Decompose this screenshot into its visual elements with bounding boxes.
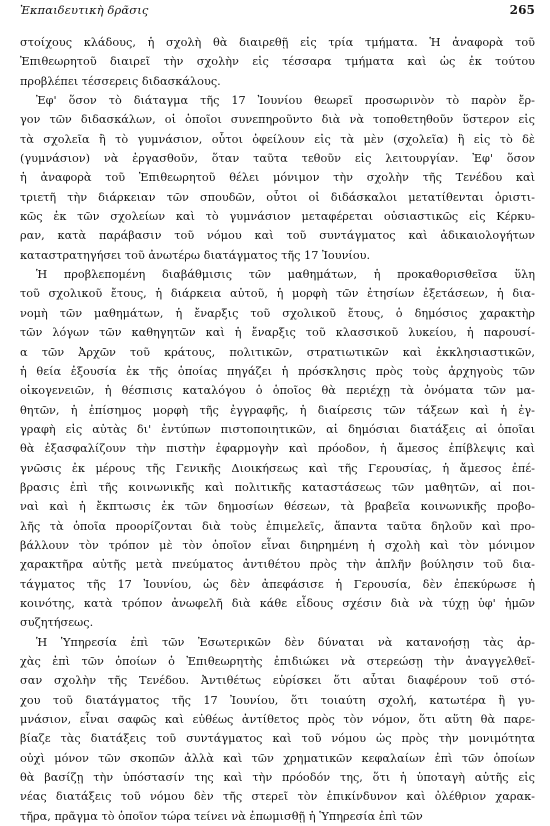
- text-line: (γυμνάσιον) νὰ ἐργασθοῦν, ὅταν ταῦτα τεθοῦν εἰς λειτουργίαν. Ἐφ' ὅσον: [20, 152, 535, 166]
- text-line: τοῦ σχολικοῦ ἔτους, ἡ διάρκεια αὐτοῦ, ἡ μορφὴ τῶν ἐτησίων ἐξετάσεων, ἡ δια-: [20, 287, 535, 301]
- paragraph: [20, 91, 535, 265]
- text-line: χου τοῦ διατάγματος τῆς 17 Ἰουνίου, ὅτι τοιαύτη σχολή, κατωτέρα ἢ γυ-: [20, 693, 535, 707]
- text-line: ναὶ καὶ ἡ ἔκπτωσις ἐκ τῶν δημοσίων θέσεων, τὰ βραβεῖα κοινωνικῆς προβο-: [20, 500, 535, 514]
- paragraph: [20, 265, 535, 633]
- text-line: χαρακτῆρα αὐτῆς μετὰ πνεύματος ἀντιθέτου πρὸς τὴν ἁπλῆν βούλησιν τοῦ δια-: [20, 558, 535, 572]
- text-line: νέας διατάξεις τοῦ νόμου δὲν τῆς στερεῖ τὸν ἐπικίνδυνον καὶ ὀλέθριον χαρακ-: [20, 790, 535, 804]
- text-line: χὰς ἐπὶ τῶν ὁποίων ὁ Ἐπιθεωρητὴς ἐπιδιώκει νὰ στερεώσῃ τὴν ἀναγγελθεῖ-: [20, 655, 535, 668]
- text-line: βάλλουν τὸν τρόπον μὲ τὸν ὁποῖον εἶναι διηρημένη ἡ σχολὴ καὶ τὸν μόνιμον: [20, 538, 535, 552]
- text-line: ἡ θεία ἐξουσία ἐκ τῆς ὁποίας πηγάζει ἡ πρόσκλησις πρὸς τοὺς ἀρχηγοὺς τῶν: [20, 364, 535, 378]
- text-line: ἡ ἀναφορὰ τοῦ Ἐπιθεωρητοῦ θέλει μόνιμον τὴν σχολὴν τῆς Τενέδου καὶ: [20, 171, 535, 185]
- text-line: ραν, κατὰ παράβασιν τοῦ νόμου καὶ τοῦ συντάγματος καὶ ἀδικαιολογήτων: [20, 229, 535, 243]
- text-line: σαν σχολὴν τῆς Τενέδου. Ἀντιθέτως εὑρίσκει ὅτι αὗται διαφέρουν τοῦ στό-: [20, 674, 535, 688]
- text-line: τῆρα, πρᾶγμα τὸ ὁποῖον τώρα τείνει νὰ ἐπωμισθῇ ἡ Ὑπηρεσία ἐπὶ τῶν: [20, 809, 423, 823]
- text-line: καταστρατηγήσει τοῦ ἀνωτέρω διατάγματος τῆς 17 Ἰουνίου.: [20, 248, 371, 262]
- text-line: γραφὴ εἰς αὐτὰς δι' ἐντύπων πιστοποιητικῶν, αἱ δημόσιαι διατάξεις αἱ ὁποῖαι: [20, 422, 535, 436]
- paragraph: [20, 633, 535, 826]
- section-title: Ἐκπαιδευτικὴ δρᾶσις: [20, 3, 149, 17]
- text-line: στοίχους κλάδους, ἡ σχολὴ θὰ διαιρεθῇ εἰς τρία τμήματα. Ἡ ἀναφορὰ τοῦ: [20, 36, 535, 49]
- text-line: τριετῆ τὴν διάρκειαν τῶν σπουδῶν, οὗτοι οἱ διδάσκαλοι μετατίθενται ὁριστι-: [20, 190, 535, 204]
- text-line: τῶν λόγων τῶν καθηγητῶν καὶ ἡ ἔναρξις τοῦ κλασσικοῦ λυκείου, ἡ παρουσί-: [20, 326, 535, 340]
- text-line: θὰ ἐξασφαλίζουν τὴν πιστὴν ἐφαρμογὴν καὶ πρόοδον, ἡ ἄμεσος ἐπίβλεψις καὶ: [20, 442, 535, 456]
- page-number: 265: [509, 3, 535, 17]
- text-line: προβλέπει τέσσερεις διδασκάλους.: [20, 74, 221, 88]
- text-line: α τῶν Ἀρχῶν τοῦ κράτους, πολιτικῶν, στρατιωτικῶν καὶ ἐκκλησιαστικῶν,: [20, 345, 535, 359]
- text-line: οἰκογενειῶν, ἡ θέσπισις καταλόγου ὁ ὁποῖος θὰ περιέχῃ τὰ ὀνόματα τῶν μα-: [20, 384, 535, 398]
- running-head: [20, 3, 535, 21]
- text-line: γνῶσις ἐκ μέρους τῆς Γενικῆς Διοικήσεως καὶ τῆς Γερουσίας, ἡ ἄμεσος ἐπέ-: [20, 461, 535, 475]
- text-line: γον τῶν διδασκάλων, οἱ ὁποῖοι συνεπηροῦντο διὰ νὰ τοποθετηθοῦν ὕστερον εἰς: [20, 113, 535, 127]
- text-line: Ἐπιθεωρητοῦ διαιρεῖ τὴν σχολὴν εἰς τέσσαρα τμήματα καὶ ὡς ἐκ τούτου: [20, 55, 535, 69]
- text-line: οὐχὶ μόνον τῶν σκοπῶν ἀλλὰ καὶ τῶν χρηματικῶν κεφαλαίων ἐπὶ τῶν ὁποίων: [20, 751, 535, 765]
- text-line: βίαζε τὰς διατάξεις τοῦ συντάγματος καὶ τοῦ νόμου ὡς πρὸς τὴν μονιμότητα: [20, 732, 535, 746]
- text-line: συζητήσεως.: [20, 616, 94, 630]
- paragraph: [20, 33, 535, 91]
- text-line: λῆς τὰ ὁποῖα προορίζονται διὰ τοὺς ἐπιμελεῖς, ἅπαντα ταῦτα δηλοῦν καὶ προ-: [20, 519, 535, 533]
- body-text: [20, 33, 535, 826]
- text-line: θητῶν, ἡ ἐπίσημος μορφὴ τῆς ἐγγραφῆς, ἡ διαίρεσις τῶν τάξεων καὶ ἡ ἐγ-: [20, 403, 535, 417]
- text-line: τὰ σχολεῖα ἢ τὸ γυμνάσιον, οὗτοι ὀφείλουν εἰς τὰ μὲν (σχολεῖα) ἢ εἰς τὸ δὲ: [20, 132, 535, 146]
- text-line: Ἡ Ὑπηρεσία ἐπὶ τῶν Ἐσωτερικῶν δὲν δύναται νὰ κατανοήσῃ τὰς ἀρ-: [36, 635, 535, 649]
- text-line: κοινότης, κατὰ τρόπον ἀνωφελῆ διὰ κάθε εἶδους σχέσιν διὰ νὰ τύχῃ ὑφ' ἡμῶν: [20, 596, 535, 610]
- text-line: Ἡ προβλεπομένη διαβάθμισις τῶν μαθημάτων, ἡ προκαθορισθεῖσα ὕλη: [36, 268, 535, 282]
- text-line: μνάσιον, εἶναι σαφῶς καὶ εὐθέως ἀντίθετος πρὸς τὸν νόμον, ὅτι αὕτη θὰ παρε-: [20, 713, 535, 727]
- text-line: Ἐφ' ὅσον τὸ διάταγμα τῆς 17 Ἰουνίου θεωρεῖ προσωρινὸν τὸ παρὸν ἔρ-: [36, 94, 535, 108]
- text-line: τάγματος τῆς 17 Ἰουνίου, ὡς δὲν ἀπεφάσισε ἡ Γερουσία, δὲν ἐπεκύρωσε ἡ: [20, 577, 535, 591]
- text-line: νομὴ τῶν μαθημάτων, ἡ ἔναρξις τοῦ σχολικοῦ ἔτους, ὁ δημόσιος χαρακτὴρ: [20, 306, 535, 320]
- text-line: κῶς ἐκ τῶν σχολείων καὶ τὸ γυμνάσιον μεταφέρεται οὐσιαστικῶς εἰς Κέρκυ-: [20, 210, 535, 224]
- text-line: θὰ βασίζῃ τὴν ὑπόστασίν της καὶ τὴν πρόοδόν της, ὅτι ἡ ὑποταγὴ αὐτῆς εἰς: [20, 771, 535, 785]
- text-line: βρασις ἐπὶ τῆς κοινωνικῆς καὶ πολιτικῆς καταστάσεως τῶν μαθητῶν, αἱ ποι-: [20, 480, 535, 494]
